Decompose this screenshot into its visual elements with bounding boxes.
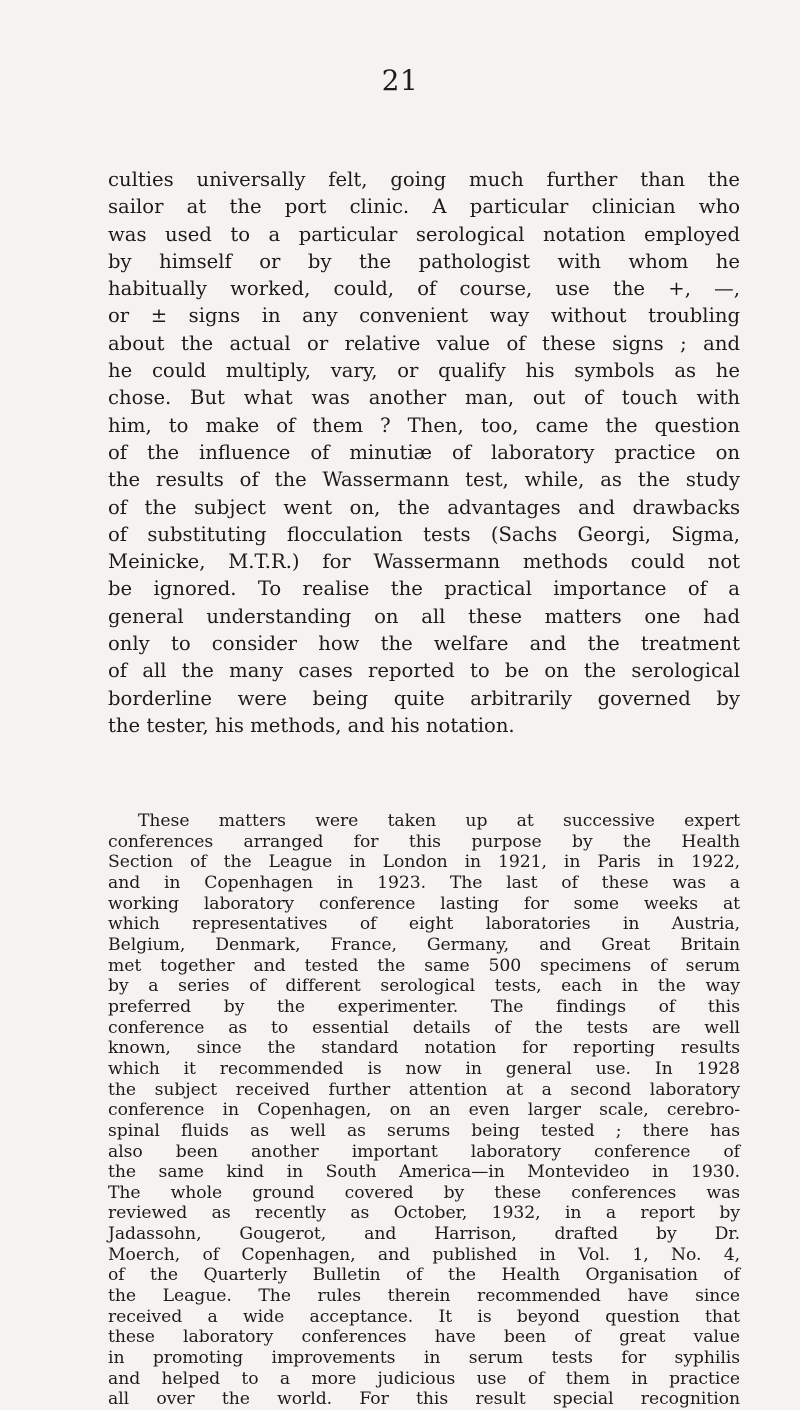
text-line: in promoting improvements in serum tests for syphilis [108, 1348, 740, 1369]
text-line: conference as to essential details of the tests are well [108, 1017, 740, 1038]
paragraph-2 [108, 811, 740, 1410]
text-line: Moerch, of Copenhagen, and published in Vol. 1, No. 4, [108, 1244, 740, 1265]
text-line: by a series of different serological tests, each in the way [108, 976, 740, 997]
text-line: known, since the standard notation for reporting results [108, 1038, 740, 1059]
text-line: of all the many cases reported to be on the serological [108, 659, 740, 683]
text-line: These matters were taken up at successive expert [138, 811, 740, 831]
text-line: general understanding on all these matters one had [108, 604, 740, 628]
text-line: working laboratory conference lasting for some weeks at [108, 893, 740, 914]
text-line: reviewed as recently as October, 1932, in a report by [108, 1203, 740, 1224]
text-line: sailor at the port clinic. A particular clinician who [108, 195, 740, 219]
text-line: Jadassohn, Gougerot, and Harrison, drafted by Dr. [108, 1224, 740, 1245]
text-line: Belgium, Denmark, France, Germany, and Great Britain [108, 934, 740, 955]
text-line: of the influence of minutiæ of laboratory practice on [108, 440, 740, 464]
text-line: all over the world. For this result special recognition [108, 1389, 740, 1410]
paragraph-1 [108, 166, 740, 739]
text-line: by himself or by the pathologist with whom he [108, 249, 740, 273]
text-line: culties universally felt, going much further than the [108, 168, 740, 191]
text-line: conference in Copenhagen, on an even larger scale, cerebro- [108, 1100, 740, 1121]
text-line: preferred by the experimenter. The findings of this [108, 996, 740, 1017]
text-line: only to consider how the welfare and the treatment [108, 632, 740, 656]
text-line: chose. But what was another man, out of touch with [108, 386, 740, 410]
text-line: of the subject went on, the advantages and drawbacks [108, 495, 740, 519]
text-line: about the actual or relative value of these signs ; and [108, 331, 740, 355]
text-line: the same kind in South America—in Montevideo in 1930. [108, 1162, 740, 1183]
text-line: was used to a particular serological notation employed [108, 222, 740, 246]
text-line: borderline were being quite arbitrarily governed by [108, 686, 740, 710]
text-line: and helped to a more judicious use of them in practice [108, 1368, 740, 1389]
text-line: habitually worked, could, of course, use the +, —, [108, 277, 740, 301]
text-line: which it recommended is now in general use. In 1928 [108, 1058, 740, 1079]
text-line: he could multiply, vary, or qualify his symbols as he [108, 359, 740, 383]
text-line: of the Quarterly Bulletin of the Health Organisation of [108, 1265, 740, 1286]
text-line: conferences arranged for this purpose by the Health [108, 831, 740, 852]
text-line: and in Copenhagen in 1923. The last of these was a [108, 872, 740, 893]
page-number: 21 [381, 64, 419, 97]
text-line: the League. The rules therein recommended have since [108, 1286, 740, 1307]
text-line: the results of the Wassermann test, while, as the study [108, 468, 740, 492]
text-line: be ignored. To realise the practical importance of a [108, 577, 740, 601]
text-line: which representatives of eight laboratories in Austria, [108, 914, 740, 935]
text-line: received a wide acceptance. It is beyond question that [108, 1306, 740, 1327]
text-line: spinal fluids as well as serums being tested ; there has [108, 1120, 740, 1141]
text-line: Meinicke, M.T.R.) for Wassermann methods could not [108, 550, 740, 574]
text-line: him, to make of them ? Then, too, came the question [108, 413, 740, 437]
text-line: also been another important laboratory conference of [108, 1141, 740, 1162]
text-line: of substituting flocculation tests (Sachs Georgi, Sigma, [108, 522, 740, 546]
text-line: these laboratory conferences have been of great value [108, 1327, 740, 1348]
text-line: met together and tested the same 500 specimens of serum [108, 955, 740, 976]
text-line: or ± signs in any convenient way without troubling [108, 304, 740, 328]
text-line: the tester, his methods, and his notation. [108, 713, 515, 737]
text-line: the subject received further attention at a second laboratory [108, 1079, 740, 1100]
text-line: Section of the League in London in 1921, in Paris in 1922, [108, 852, 740, 873]
text-line: The whole ground covered by these conferences was [108, 1182, 740, 1203]
